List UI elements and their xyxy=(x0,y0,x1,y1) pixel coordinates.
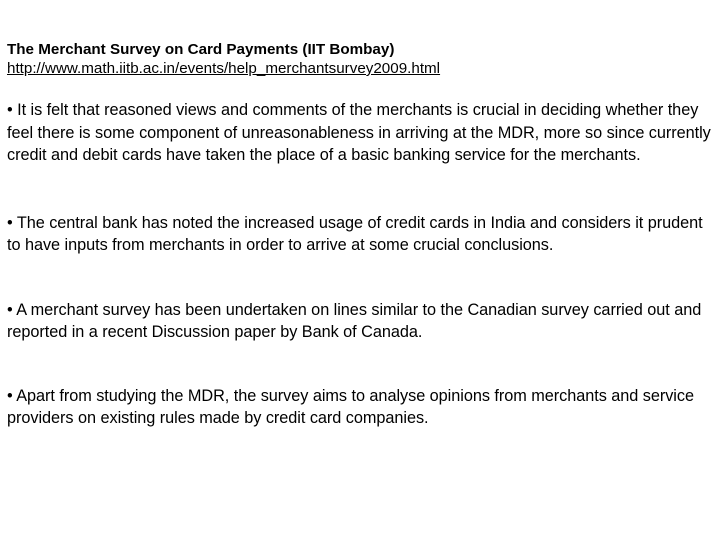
survey-link[interactable]: http://www.math.iitb.ac.in/events/help_merchantsurvey2009.html xyxy=(7,60,441,77)
slide-title: The Merchant Survey on Card Payments (IIT Bombay) xyxy=(7,41,395,58)
bullet-item: • The central bank has noted the increased usage of credit cards in India and considers it prudent to have inputs from merchants in order to arrive at some crucial conclusions. xyxy=(7,213,703,254)
bullet-item: • A merchant survey has been undertaken on lines similar to the Canadian survey carried out and reported in a recent Discussion paper by Bank of Canada. xyxy=(7,300,702,341)
bullet-item: • Apart from studying the MDR, the survey aims to analyse opinions from merchants and service providers on existing rules made by credit card companies. xyxy=(7,386,694,427)
bullet-list xyxy=(7,99,715,430)
bullet-item: • It is felt that reasoned views and comments of the merchants is crucial in deciding whether they feel there is some component of unreasonableness in arriving at the MDR, more so since currently credit and debit cards have taken the place of a basic banking service for the merchants. xyxy=(7,101,711,164)
slide-content xyxy=(7,40,715,430)
